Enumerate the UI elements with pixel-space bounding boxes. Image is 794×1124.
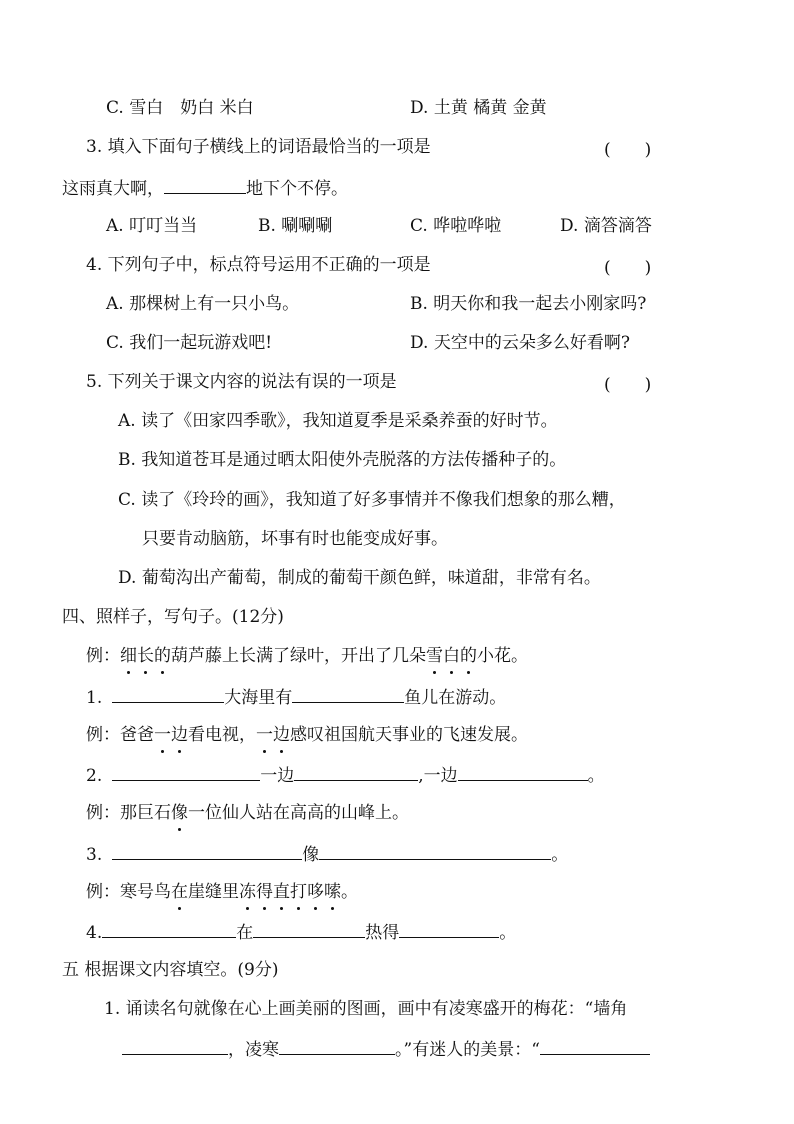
q3-option-c: C. 哗啦哗啦: [410, 216, 502, 236]
q4-stem: 4. 下列句子中，标点符号运用不正确的一项是: [86, 255, 431, 275]
emphasis-char: 嗦: [324, 882, 341, 902]
emphasis-char: 雪: [426, 646, 443, 666]
section5-title: 五 根据课文内容填空。(9分): [62, 960, 279, 980]
answer-blank: [319, 841, 551, 860]
q2-option-c: C. 雪白 奶白 米白: [106, 98, 254, 118]
q3-sentence: [62, 175, 348, 201]
section4-title: 四、照样子，写句子。(12分): [62, 607, 284, 627]
emphasis-char: 的: [460, 646, 477, 666]
emphasis-char: 打: [290, 882, 307, 902]
q5-stem: 5. 下列关于课文内容的说法有误的一项是: [86, 372, 397, 392]
q4-option-d: D. 天空中的云朵多么好看啊?: [410, 333, 630, 353]
q3-answer-paren: ( ): [604, 140, 652, 160]
item-number: 2.: [86, 766, 103, 786]
example-text: 崖缝里: [188, 882, 239, 902]
q4-option-b: B. 明天你和我一起去小刚家吗?: [410, 294, 647, 314]
emphasis-char: 一: [256, 725, 273, 745]
item-text: 。: [587, 766, 605, 786]
item-text: 一边: [260, 766, 295, 786]
item-number: 3.: [86, 845, 103, 865]
emphasis-char: 细: [120, 646, 137, 666]
emphasis-char: 像: [171, 803, 188, 823]
answer-blank: [279, 1036, 395, 1055]
section5-item1-line2: [122, 1036, 650, 1062]
emphasis-char: 边: [273, 725, 290, 745]
emphasis-char: 直: [273, 882, 290, 902]
q5-option-c-line1: C. 读了《玲玲的画》，我知道了好多事情并不像我们想象的那么糟，: [118, 490, 626, 510]
q5-option-b: B. 我知道苍耳是通过晒太阳使外壳脱落的方法传播种子的。: [118, 450, 567, 470]
q4-option-a: A. 那棵树上有一只小鸟。: [106, 294, 300, 314]
example-text: 。: [341, 882, 358, 902]
section4-item1: [86, 684, 506, 710]
section5-item1-line1: 1. 诵读名句就像在心上画美丽的图画，画中有凌寒盛开的梅花：“墙角: [104, 999, 628, 1019]
answer-blank: [540, 1036, 650, 1055]
emphasis-char: 边: [171, 725, 188, 745]
answer-blank: [294, 762, 418, 781]
section4-example2: [86, 723, 528, 747]
q5-answer-paren: ( ): [604, 375, 652, 395]
emphasis-char: 的: [154, 646, 171, 666]
answer-blank: [102, 919, 236, 938]
example-text: 一位仙人站在高高的山峰上。: [188, 803, 409, 823]
q3-sentence-before: 这雨真大啊，: [62, 179, 164, 199]
q3-stem: 3. 填入下面句子横线上的词语最恰当的一项是: [86, 137, 431, 157]
section4-item2: [86, 762, 605, 788]
item-text: ,一边: [418, 766, 458, 786]
q3-sentence-after: 地下个不停。: [246, 179, 348, 199]
emphasis-char: 长: [137, 646, 154, 666]
q3-option-a: A. 叮叮当当: [106, 216, 198, 236]
item-text: 鱼儿在游动。: [404, 688, 507, 708]
emphasis-char: 哆: [307, 882, 324, 902]
item-text: 在: [236, 923, 254, 943]
section4-item4: [86, 919, 516, 945]
section4-example3: [86, 801, 409, 825]
emphasis-char: 得: [256, 882, 273, 902]
item-number: 4.: [86, 923, 103, 943]
answer-blank: [122, 1036, 228, 1055]
example-text: 看电视，: [188, 725, 256, 745]
example-text: 例：爸爸: [86, 725, 154, 745]
q5-option-c-line2: 只要肯动脑筋，坏事有时也能变成好事。: [142, 529, 448, 549]
example-label: 例：: [86, 646, 120, 666]
item-number: 1.: [86, 688, 103, 708]
item-text: 像: [302, 845, 320, 865]
item-text: 大海里有: [224, 688, 293, 708]
item-text: 。”有迷人的美景：“: [395, 1040, 540, 1060]
item-text: 。: [551, 845, 569, 865]
q3-option-d: D. 滴答滴答: [560, 216, 652, 236]
answer-blank: [112, 841, 302, 860]
example-text: 感叹祖国航天事业的飞速发展。: [290, 725, 528, 745]
emphasis-char: 冻: [239, 882, 256, 902]
q4-option-c: C. 我们一起玩游戏吧!: [106, 333, 273, 353]
section4-example1: [86, 644, 528, 668]
q5-option-d: D. 葡萄沟出产葡萄，制成的葡萄干颜色鲜，味道甜，非常有名。: [118, 568, 601, 588]
emphasis-char: 一: [154, 725, 171, 745]
q5-option-a: A. 读了《田家四季歌》，我知道夏季是采桑养蚕的好时节。: [118, 411, 558, 431]
example-text: 例：那巨石: [86, 803, 171, 823]
section4-example4: [86, 880, 358, 904]
q3-option-b: B. 唰唰唰: [258, 216, 333, 236]
answer-blank: [399, 919, 499, 938]
item-text: ，凌寒: [228, 1040, 279, 1060]
section4-item3: [86, 841, 568, 867]
example-text: 小花。: [477, 646, 528, 666]
answer-blank: [112, 684, 224, 703]
item-text: 热得: [365, 923, 400, 943]
example-text: 例：寒号鸟: [86, 882, 171, 902]
answer-blank: [458, 762, 588, 781]
q3-blank: [164, 175, 246, 194]
emphasis-char: 在: [171, 882, 188, 902]
item-text: 。: [499, 923, 517, 943]
emphasis-char: 白: [443, 646, 460, 666]
example-text: 葫芦藤上长满了绿叶，开出了几朵: [171, 646, 426, 666]
q4-answer-paren: ( ): [604, 258, 652, 278]
answer-blank: [253, 919, 365, 938]
q2-option-d: D. 土黄 橘黄 金黄: [410, 98, 547, 118]
answer-blank: [112, 762, 260, 781]
answer-blank: [292, 684, 404, 703]
